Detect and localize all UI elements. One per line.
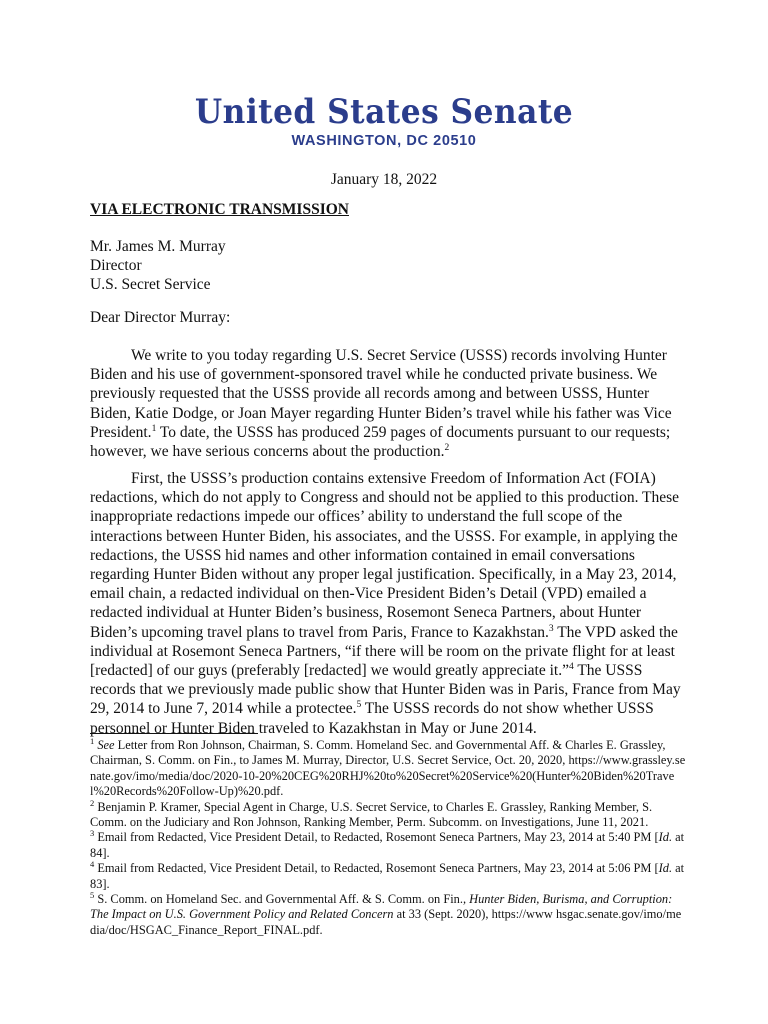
footnote-number: 3 (90, 828, 95, 839)
footnote-text: at 33 (Sept. 2020), (393, 907, 489, 922)
footnote-text: at 84]. (90, 830, 685, 860)
footnote-signal: See (97, 738, 115, 752)
footnote-text: Letter from Ron Johnson, Chairman, S. Comm. Homeland Sec. and Governmental Aff. & Charles E. Grassley, Chairman, S. Comm. on Fin., to James M. Murray, Director, U.S. Secret Service, Oct. 20, 2020, (90, 738, 666, 768)
recipient-agency: U.S. Secret Service (90, 276, 211, 294)
body-paragraph-2 (90, 469, 690, 738)
footnote-number: 5 (90, 890, 95, 901)
recipient-title: Director (90, 257, 142, 275)
footnote-1 (90, 738, 686, 800)
footnote-ref: 2 (444, 443, 450, 454)
footnote-ref: 5 (356, 700, 362, 711)
footnote-5 (90, 892, 686, 938)
footnote-text: at 83]. (90, 861, 685, 891)
footnote-link[interactable]: https://www.grassley.senate.gov/imo/media/doc/2020-10-20%20CEG%20RHJ%20to%20Secret%20Service%20(Hunter%20Biden%20Travel%20Records%20Follow-Up)%20.pdf. (90, 753, 686, 799)
footnote-4 (90, 861, 686, 892)
paragraph-text: To date, the USSS has produced 259 pages of documents pursuant to our requests; however, we have serious concerns about the production. (90, 423, 671, 461)
body-paragraph-1 (90, 346, 690, 461)
footnote-id: Id. (658, 861, 673, 876)
footnote-ref: 3 (548, 623, 554, 634)
paragraph-text: The USSS records that we previously made public show that Hunter Biden was in Paris, France from May 29, 2014 to June 7, 2014 while a protectee. (90, 662, 681, 718)
footnote-2 (90, 797, 686, 831)
footnote-text: Benjamin P. Kramer, Special Agent in Charge, U.S. Secret Service, to Charles E. Grassley, Ranking Member, S. Comm. on the Judiciary and Ron Johnson, Ranking Member, Perm. Subcomm. on Investigations, June 11, 2021. (90, 799, 653, 830)
footnote-number: 1 (90, 736, 95, 746)
letterhead (0, 92, 768, 150)
paragraph-text: We write to you today regarding U.S. Secret Service (USSS) records involving Hunter Biden and his use of government-sponsored travel while he conducted private business. We previously requested that the USSS provide all records among and between USSS, Hunter Biden, Katie Dodge, or Joan Mayer regarding Hunter Biden’s travel while his father was Vice President. (90, 347, 672, 441)
footnote-text: Email from Redacted, Vice President Detail, to Redacted, Rosemont Seneca Partners, May 23, 2014 at 5:06 PM [ (94, 861, 659, 876)
footnote-3 (90, 830, 686, 861)
letter-date: January 18, 2022 (330, 171, 438, 188)
paragraph-text: The VPD asked the individual at Rosemont Seneca Partners, “if there will be room on the private flight for at least [redacted] of our guys (preferably [redacted] we would greatly appreciate it.” (90, 623, 678, 680)
footnote-ref: 1 (151, 423, 157, 434)
recipient-name: Mr. James M. Murray (90, 238, 226, 255)
footnote-link[interactable]: https://www hsgac.senate.gov/imo/media/doc/HSGAC_Finance_Report_FINAL.pdf. (90, 907, 682, 937)
footnote-text: S. Comm. on Homeland Sec. and Governmental Aff. & S. Comm. on Fin. (94, 892, 463, 907)
letterhead-address: WASHINGTON, DC 20510 (291, 133, 477, 149)
footnote-divider (90, 733, 258, 734)
footnote-text: Email from Redacted, Vice President Detail, to Redacted, Rosemont Seneca Partners, May 23, 2014 at 5:40 PM [ (94, 830, 659, 845)
recipient-address (90, 237, 690, 295)
transmission-method: VIA ELECTRONIC TRANSMISSION (90, 201, 349, 218)
footnote-number: 4 (90, 859, 95, 870)
footnote-number: 2 (90, 797, 95, 808)
salutation: Dear Director Murray: (90, 309, 231, 326)
paragraph-text: First, the USSS’s production contains extensive Freedom of Information Act (FOIA) redactions, which do not apply to Congress and should not be applied to this production. These inappropriate redactions impede our offices’ ability to understand the full scope of the interactions between Hunter Biden, his associates, and the USSS. For example, in applying the redactions, the USSS hid names and other information contained in email conversations regarding Hunter Biden without any proper legal justification. Specifically, in a May 23, 2014, email chain, a redacted individual on then-Vice President Biden’s Detail (VPD) emailed a redacted individual at Hunter Biden’s business, Rosemont Seneca Partners, about Hunter Biden’s upcoming travel plans to travel from Paris, France to Kazakhstan. (90, 470, 680, 641)
paragraph-text: The USSS records do not show whether USSS personnel or Hunter Biden traveled to Kazakhstan in May or June 2014. (90, 700, 654, 737)
footnote-title: , Hunter Biden, Burisma, and Corruption: The Impact on U.S. Government Policy and Related Concern (90, 892, 673, 922)
footnote-id: Id. (658, 830, 673, 845)
footnote-ref: 4 (568, 662, 574, 673)
footnotes (90, 738, 686, 938)
letterhead-title: United States Senate (194, 92, 574, 132)
